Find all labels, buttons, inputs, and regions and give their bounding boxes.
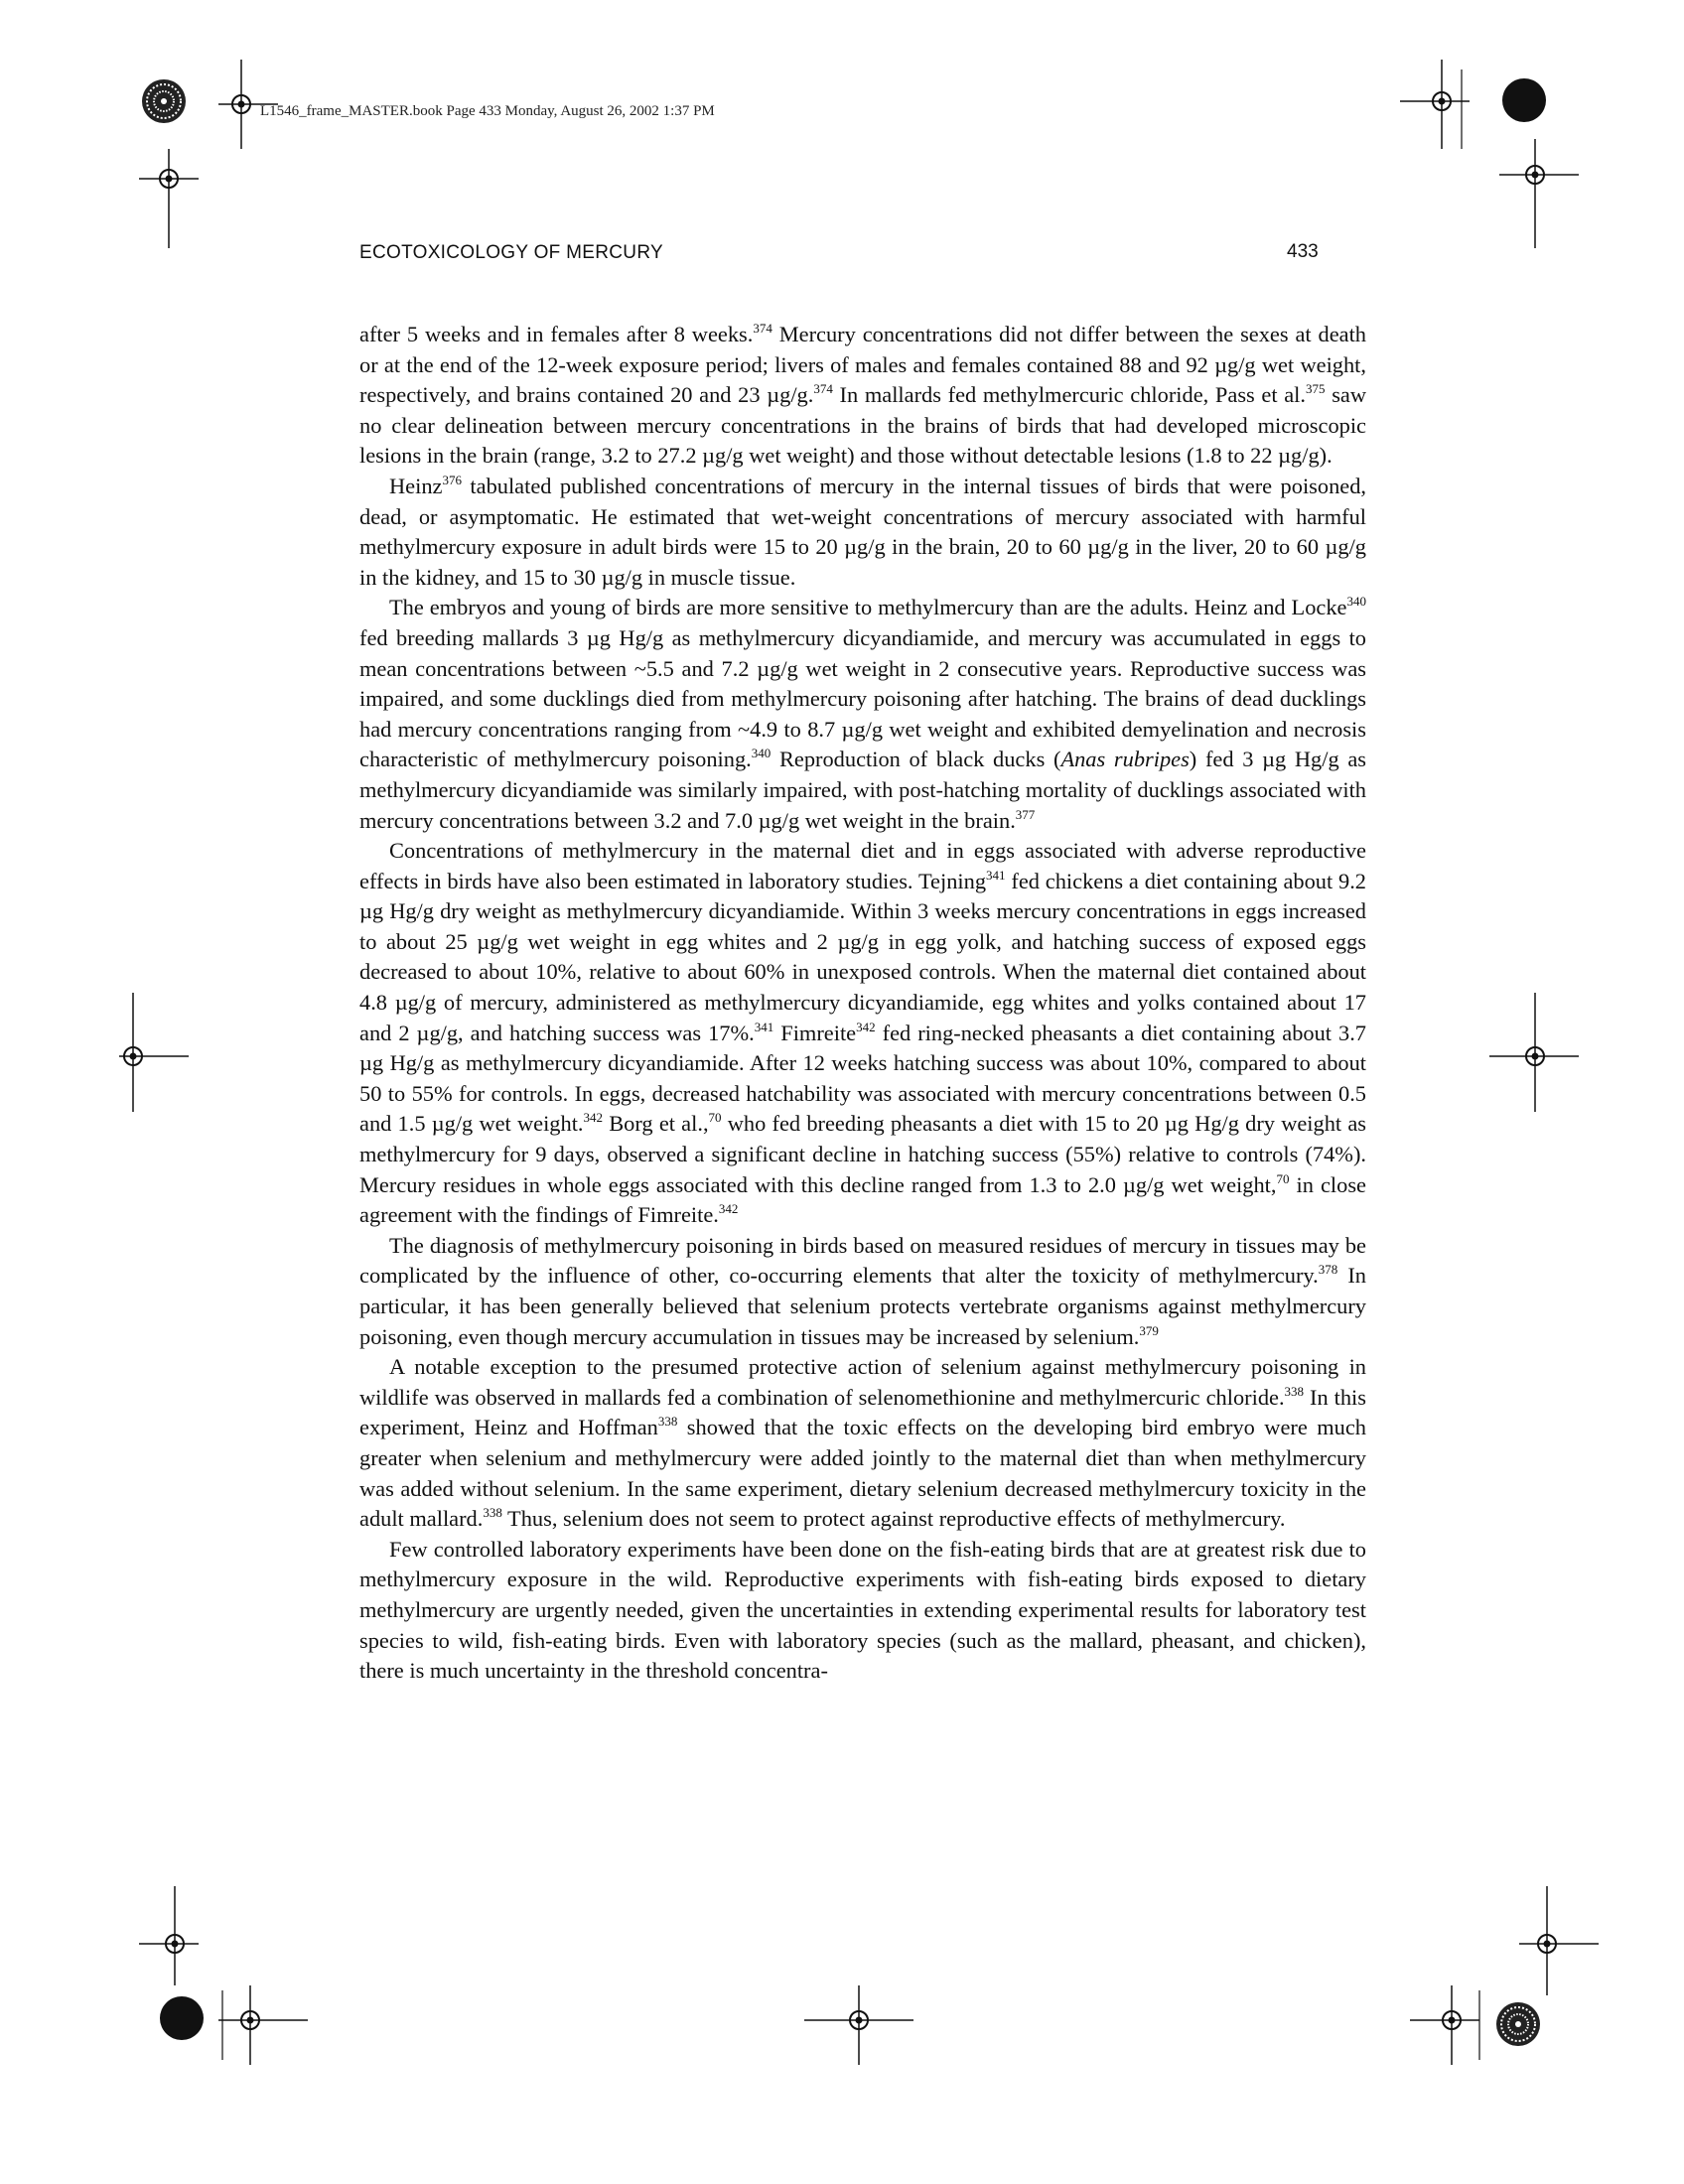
print-slug: L1546_frame_MASTER.book Page 433 Monday, August 26, 2002 1:37 PM [260, 103, 715, 119]
paragraph [359, 1231, 1366, 1352]
page-number: 433 [1287, 241, 1319, 262]
registration-mark-top-right-inner [1400, 60, 1470, 149]
body-text [359, 320, 1366, 1687]
text-run: fed ring-necked pheasants a diet containing about 3.7 µg Hg/g as methylmercury dicyandiamide. After 12 weeks hatching success was about 10%, compared to about 50 to 55% for controls. In eggs, decreased hatchability was associated with mercury concentrations between 0.5 and 1.5 µg/g wet weight. [359, 1020, 1366, 1137]
paragraph [359, 593, 1366, 836]
running-head: ECOTOXICOLOGY OF MERCURY [359, 242, 663, 263]
text-run: The diagnosis of methylmercury poisoning in birds based on measured residues of mercury in tissues may be complicated by the influence of other, co-occurring elements that alter the toxicity of methylmercury. [359, 1232, 1366, 1289]
citation-superscript: 374 [813, 381, 833, 397]
citation-superscript: 341 [986, 867, 1006, 883]
text-run: saw no clear delineation between mercury concentrations in the brains of birds that had developed microscopic lesions in the brain (range, 3.2 to 27.2 µg/g wet weight) and those without detectable lesions (1.8 to 22 µg/g). [359, 382, 1367, 469]
text-run: In mallards fed methylmercuric chloride, Pass et al. [832, 382, 1307, 408]
paragraph [359, 472, 1366, 593]
citation-superscript: 70 [708, 1110, 722, 1126]
registration-mark-bottom-center [804, 1985, 913, 2065]
citation-superscript: 377 [1015, 806, 1036, 822]
citation-superscript: 341 [754, 1019, 774, 1034]
citation-superscript: 70 [1276, 1170, 1290, 1186]
citation-superscript: 374 [753, 321, 772, 336]
text-run: showed that the toxic effects on the developing bird embryo were much greater when selenium and methylmercury were added jointly to the maternal diet than when methylmercury was added without selenium. In the same experiment, dietary selenium decreased methylmercury toxicity in the adult mallard. [359, 1415, 1366, 1532]
text-run: In particular, it has been generally believed that selenium protects vertebrate organisms against methylmercury poisoning, even though mercury accumulation in tissues may be increased by selenium. [359, 1263, 1366, 1349]
text-run: The embryos and young of birds are more sensitive to methylmercury than are the adults. Heinz and Locke [389, 595, 1347, 620]
text-run: Reproduction of black ducks ( [771, 747, 1061, 772]
text-run: who fed breeding pheasants a diet with 15 to 20 µg Hg/g dry weight as methylmercury for 9 days, observed a significant decline in hatching success (55%) relative to controls (74%). Mercury residues in whole eggs associated with this decline ranged from 1.3 to 2.0 µg/g wet weight, [359, 1111, 1366, 1197]
text-run: fed chickens a diet containing about 9.2 µg Hg/g dry weight as methylmercury dicyandiamide. Within 3 weeks mercury concentrations in eggs increased to about 25 µg/g wet weight in egg whites and 2 µg/g in egg yolk, and hatching success of exposed eggs decreased to about 10%, relative to about 60% in unexposed controls. When the maternal diet contained about 4.8 µg/g of mercury, administered as methylmercury dicyandiamide, egg whites and yolks contained about 17 and 2 µg/g, and hatching success was 17%. [359, 868, 1367, 1045]
citation-superscript: 379 [1139, 1322, 1159, 1338]
citation-superscript: 342 [583, 1110, 604, 1126]
paragraph [359, 320, 1366, 472]
text-run: Mercury concentrations did not differ between the sexes at death or at the end of the 12-week exposure period; livers of males and females contained 88 and 92 µg/g wet weight, respectively, and brains contained 20 and 23 µg/g. [359, 322, 1366, 408]
registration-mark-bottom-left-outer [139, 1886, 199, 1985]
registration-mark-middle-left [109, 993, 189, 1112]
printer-starburst-top-left [141, 78, 187, 124]
text-run: A notable exception to the presumed protective action of selenium against methylmercury poisoning in wildlife was observed in mallards fed a combination of selenomethionine and methylmercuric chloride. [359, 1354, 1366, 1410]
text-run: tabulated published concentrations of mercury in the internal tissues of birds that were poisoned, dead, or asymptomatic. He estimated that wet-weight concentrations of mercury associated with harmful methylmercury exposure in adult birds were 15 to 20 µg/g in the brain, 20 to 60 µg/g in the liver, 20 to 60 µg/g in the kidney, and 15 to 30 µg/g in muscle tissue. [359, 473, 1366, 590]
citation-superscript: 340 [751, 746, 772, 761]
registration-mark-middle-right [1489, 993, 1579, 1112]
text-run: Thus, selenium does not seem to protect against reproductive effects of methylmercury. [501, 1506, 1286, 1532]
solid-dot-top-right [1501, 77, 1547, 123]
text-run: fed breeding mallards 3 µg Hg/g as methylmercury dicyandiamide, and mercury was accumulated in eggs to mean concentrations between ~5.5 and 7.2 µg/g wet weight in 2 consecutive years. Reproductive success was impaired, and some ducklings died from methylmercury poisoning after hatching. The brains of dead ducklings had mercury concentrations ranging from ~4.9 to 8.7 µg/g wet weight and exhibited demyelination and necrosis characteristic of methylmercury poisoning. [359, 624, 1366, 772]
registration-mark-top-left-outer [139, 149, 199, 248]
citation-superscript: 342 [856, 1019, 876, 1034]
text-run: Fimreite [773, 1020, 857, 1045]
citation-superscript: 375 [1306, 381, 1326, 397]
text-run: Concentrations of methylmercury in the maternal diet and in eggs associated with adverse reproductive effects in birds have also been estimated in laboratory studies. Tejning [359, 838, 1366, 893]
citation-superscript: 338 [483, 1505, 502, 1521]
registration-mark-top-right-outer [1499, 139, 1579, 248]
citation-superscript: 376 [442, 472, 462, 487]
text-run: Few controlled laboratory experiments have been done on the fish-eating birds that are at greatest risk due to methylmercury exposure in the wild. Reproductive experiments with fish-eating birds exposed to dietary methylmercury are urgently needed, given the uncertainties in extending experimental results for laboratory test species to wild, fish-eating birds. Even with laboratory species (such as the mallard, pheasant, and chicken), there is much uncertainty in the threshold concentra- [359, 1536, 1366, 1684]
text-run: Heinz [389, 473, 443, 498]
printer-starburst-bottom-right [1495, 2001, 1541, 2047]
text-run: Borg et al., [603, 1111, 709, 1137]
citation-superscript: 340 [1346, 594, 1366, 610]
citation-superscript: 338 [1284, 1383, 1305, 1399]
solid-dot-bottom-left [159, 1995, 205, 2041]
species-name: Anas rubripes [1060, 747, 1190, 772]
text-run: ) fed 3 µg Hg/g as methylmercury dicyandiamide was similarly impaired, with post-hatching mortality of ducklings associated with mercury concentrations between 3.2 and 7.0 µg/g wet weight in the brain. [359, 747, 1367, 833]
registration-mark-bottom-left-inner [218, 1985, 308, 2065]
citation-superscript: 338 [657, 1414, 678, 1430]
text-run: In this experiment, Heinz and Hoffman [359, 1384, 1366, 1440]
registration-mark-bottom-right-outer [1519, 1886, 1599, 1995]
paragraph [359, 836, 1366, 1231]
citation-superscript: 378 [1318, 1262, 1338, 1278]
text-run: in close agreement with the findings of Fimreite. [359, 1171, 1366, 1228]
paragraph [359, 1535, 1366, 1687]
text-run: after 5 weeks and in females after 8 weeks. [359, 322, 754, 346]
citation-superscript: 342 [718, 1201, 739, 1217]
registration-mark-bottom-right-inner [1410, 1985, 1499, 2065]
paragraph [359, 1352, 1366, 1535]
